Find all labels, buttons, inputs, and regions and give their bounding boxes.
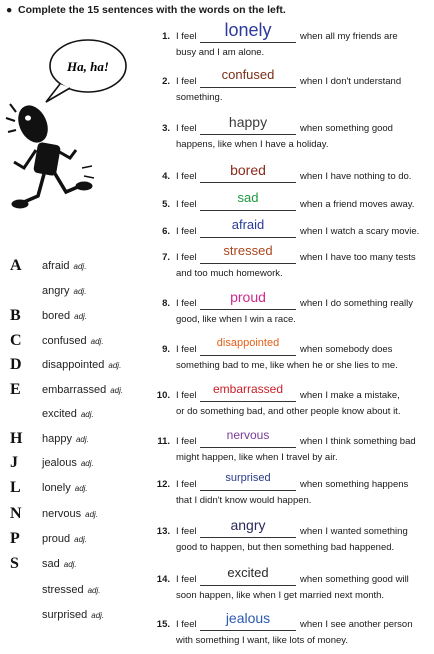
speech-bubble-text: Ha, ha!: [67, 59, 109, 74]
word-text: confused: [42, 335, 87, 347]
sentence-number: 1.: [162, 31, 170, 42]
sentence-item: [150, 472, 430, 512]
sentence-lead: I feel: [176, 344, 197, 355]
part-of-speech: adj.: [108, 361, 122, 370]
word-entry: [42, 380, 123, 401]
part-of-speech: adj.: [110, 386, 124, 395]
speech-bubble: [46, 40, 126, 102]
word-list-item: [10, 256, 150, 276]
word-entry: [42, 504, 98, 525]
part-of-speech: adj.: [74, 312, 88, 321]
word-list-item: [10, 605, 150, 625]
letter-marker: N: [10, 505, 22, 522]
word-text: nervous: [42, 508, 82, 520]
word-entry: [42, 404, 94, 425]
word-text: lonely: [42, 482, 71, 494]
sentence-line-2: that I didn't know would happen.: [176, 495, 312, 506]
sentence-lead: I feel: [176, 171, 197, 182]
letter-marker: D: [10, 356, 22, 373]
answer-blank: [200, 309, 296, 310]
sentence-line-1: [176, 243, 430, 265]
word-text: stressed: [42, 584, 84, 596]
word-text: happy: [42, 433, 72, 445]
answer-blank: [200, 87, 296, 88]
answer-blank: [200, 630, 296, 631]
sentence-item: [150, 245, 430, 285]
sentence-lead: I feel: [176, 226, 197, 237]
word-list-item: [10, 355, 150, 375]
answer-text: lonely: [224, 20, 272, 40]
sentence-item: [150, 116, 430, 156]
sentence-rest: when something happens: [300, 479, 409, 490]
sentence-lead: I feel: [176, 526, 197, 537]
sentence-item: [150, 20, 430, 64]
sentence-item: [150, 429, 430, 469]
answer-text: bored: [230, 162, 266, 178]
sentence-number: 6.: [162, 226, 170, 237]
answer-text: disappointed: [216, 337, 280, 349]
letter-marker: J: [10, 454, 18, 471]
word-entry: [42, 453, 94, 474]
sentence-line-2: busy and I am alone.: [176, 47, 265, 58]
word-list-item: [10, 404, 150, 424]
word-text: embarrassed: [42, 384, 107, 396]
answer-blank: [200, 585, 296, 586]
sentence-lead: I feel: [176, 31, 197, 42]
sentence-lead: I feel: [176, 390, 197, 401]
part-of-speech: adj.: [73, 262, 87, 271]
word-list-item: [10, 554, 150, 574]
word-text: bored: [42, 310, 71, 322]
answer-blank: [200, 355, 296, 356]
sentence-line-2: might happen, like when I travel by air.: [176, 452, 338, 463]
answer-text: angry: [230, 517, 266, 533]
answer-blank: [200, 237, 296, 238]
sentence-line-2: good, like when I win a race.: [176, 314, 296, 325]
sentence-number: 7.: [162, 252, 170, 263]
answer-blank: [200, 210, 296, 211]
instruction-text: Complete the 15 sentences with the words on the left.: [18, 4, 286, 16]
answer-text: excited: [227, 565, 269, 580]
sentence-rest: when somebody does: [300, 344, 393, 355]
sentence-line-2: or do something bad, and other people know about it.: [176, 406, 401, 417]
word-text: surprised: [42, 609, 88, 621]
word-list-item: [10, 453, 150, 473]
sentence-line-2: good to happen, but then something bad happened.: [176, 542, 395, 553]
sentence-line-1: [176, 67, 430, 89]
sentence-lead: I feel: [176, 199, 197, 210]
sentence-number: 14.: [156, 574, 170, 585]
word-list-item: [10, 429, 150, 449]
figure-icon: [6, 101, 94, 208]
part-of-speech: adj.: [74, 535, 88, 544]
sentence-line-1: [176, 472, 430, 492]
sentence-rest: when I make a mistake,: [300, 390, 400, 401]
sentence-line-1: [176, 610, 430, 632]
word-list-item: [10, 331, 150, 351]
answer-text: nervous: [226, 428, 270, 442]
word-text: disappointed: [42, 359, 105, 371]
word-list-item: [10, 504, 150, 524]
sentence-line-2: with something I want, like lots of money.: [176, 635, 348, 646]
sentence-rest: when all my friends are: [300, 31, 398, 42]
sentence-line-1: [176, 289, 430, 311]
sentence-line-1: [176, 114, 430, 136]
word-entry: [42, 529, 87, 550]
word-list-item: [10, 580, 150, 600]
word-list-item: [10, 281, 150, 301]
sentence-number: 15.: [156, 619, 170, 630]
word-entry: [42, 281, 86, 302]
sentence-lead: I feel: [176, 252, 197, 263]
part-of-speech: adj.: [74, 484, 88, 493]
sentence-lead: I feel: [176, 298, 197, 309]
answer-text: stressed: [223, 243, 273, 258]
part-of-speech: adj.: [80, 459, 94, 468]
sentence-number: 12.: [156, 479, 170, 490]
sentence-rest: when I see another person: [300, 619, 413, 630]
word-entry: [42, 355, 121, 376]
letter-marker: C: [10, 332, 22, 349]
answer-blank: [200, 182, 296, 183]
word-list-item: [10, 380, 150, 400]
sentence-rest: when something good will: [300, 574, 409, 585]
sentence-number: 3.: [162, 123, 170, 134]
sentence-line-2: something bad to me, like when he or she lies to me.: [176, 360, 398, 371]
word-entry: [42, 554, 77, 575]
letter-marker: L: [10, 479, 21, 496]
sentence-item: [150, 567, 430, 607]
letter-marker: S: [10, 555, 19, 572]
answer-text: embarrassed: [212, 382, 284, 396]
sentence-rest: when a friend moves away.: [300, 199, 415, 210]
sentence-rest: when I watch a scary movie.: [300, 226, 420, 237]
word-entry: [42, 331, 104, 352]
word-entry: [42, 580, 100, 601]
letter-marker: B: [10, 307, 21, 324]
word-list-item: [10, 478, 150, 498]
sentence-line-1: [176, 517, 430, 539]
sentence-line-1: [176, 382, 430, 403]
word-entry: [42, 306, 87, 327]
sentence-rest: when I don't understand: [300, 76, 402, 87]
sentence-rest: when I think something bad: [300, 436, 416, 447]
sentence-line-1: [176, 217, 430, 239]
word-entry: [42, 478, 88, 499]
letter-marker: A: [10, 257, 22, 274]
laughing-character-illustration: [0, 26, 150, 226]
word-text: afraid: [42, 260, 70, 272]
sentence-rest: when I have too many tests: [300, 252, 416, 263]
sentence-lead: I feel: [176, 479, 197, 490]
sentence-line-2: something.: [176, 92, 223, 103]
answer-blank: [200, 42, 296, 43]
part-of-speech: adj.: [85, 510, 99, 519]
sentence-number: 4.: [162, 171, 170, 182]
word-entry: [42, 429, 89, 450]
sentence-rest: when I wanted something: [300, 526, 408, 537]
word-list-item: [10, 529, 150, 549]
letter-marker: H: [10, 430, 23, 447]
sentence-item: [150, 383, 430, 423]
sentence-rest: when I do something really: [300, 298, 414, 309]
sentence-line-1: [176, 565, 430, 587]
sentence-item: [150, 337, 430, 377]
sentence-lead: I feel: [176, 619, 197, 630]
instruction-header: [6, 2, 426, 18]
answer-text: jealous: [225, 610, 271, 626]
answer-blank: [200, 537, 296, 538]
word-text: excited: [42, 408, 77, 420]
part-of-speech: adj.: [73, 287, 87, 296]
sentence-line-1: [176, 190, 430, 212]
sentence-number: 8.: [162, 298, 170, 309]
answer-text: surprised: [225, 472, 271, 484]
sentence-line-2: and too much homework.: [176, 268, 283, 279]
sentence-item: [150, 291, 430, 331]
answer-text: proud: [230, 289, 266, 305]
sentence-number: 11.: [157, 436, 170, 447]
sentence-item: [150, 519, 430, 559]
part-of-speech: adj.: [75, 435, 89, 444]
sentence-rest: when I have nothing to do.: [300, 171, 412, 182]
answer-text: confused: [221, 67, 275, 82]
sentence-number: 13.: [156, 526, 170, 537]
sentence-number: 10.: [156, 390, 170, 401]
part-of-speech: adj.: [80, 410, 94, 419]
answer-text: sad: [237, 190, 259, 205]
sentence-line-1: [176, 337, 430, 357]
sentence-line-1: [176, 428, 430, 449]
sentence-rest: when something good: [300, 123, 393, 134]
word-entry: [42, 605, 104, 626]
sentence-number: 5.: [162, 199, 170, 210]
letter-marker: E: [10, 381, 21, 398]
word-text: proud: [42, 533, 71, 545]
sentence-lead: I feel: [176, 123, 197, 134]
sentence-item: [150, 69, 430, 109]
word-list-item: [10, 306, 150, 326]
part-of-speech: adj.: [90, 337, 104, 346]
sentence-lead: I feel: [176, 76, 197, 87]
sentence-line-1: [176, 20, 430, 44]
part-of-speech: adj.: [91, 611, 105, 620]
word-text: sad: [42, 558, 60, 570]
answer-blank: [200, 447, 296, 448]
answer-blank: [200, 134, 296, 135]
part-of-speech: adj.: [63, 560, 77, 569]
sentence-line-2: soon happen, like when I get married next month.: [176, 590, 385, 601]
sentence-line-1: [176, 162, 430, 184]
part-of-speech: adj.: [87, 586, 101, 595]
word-text: jealous: [42, 457, 77, 469]
sentence-line-2: happens, like when I have a holiday.: [176, 139, 329, 150]
sentence-number: 9.: [162, 344, 170, 355]
word-text: angry: [42, 285, 70, 297]
sentence-lead: I feel: [176, 574, 197, 585]
answer-blank: [200, 263, 296, 264]
bullet-icon: ●: [6, 4, 13, 16]
answer-text: happy: [228, 114, 268, 130]
word-entry: [42, 256, 86, 277]
sentence-number: 2.: [162, 76, 170, 87]
letter-marker: P: [10, 530, 20, 547]
sentence-item: [150, 612, 430, 652]
answer-blank: [200, 401, 296, 402]
sentence-lead: I feel: [176, 436, 197, 447]
answer-blank: [200, 490, 296, 491]
answer-text: afraid: [231, 217, 265, 232]
